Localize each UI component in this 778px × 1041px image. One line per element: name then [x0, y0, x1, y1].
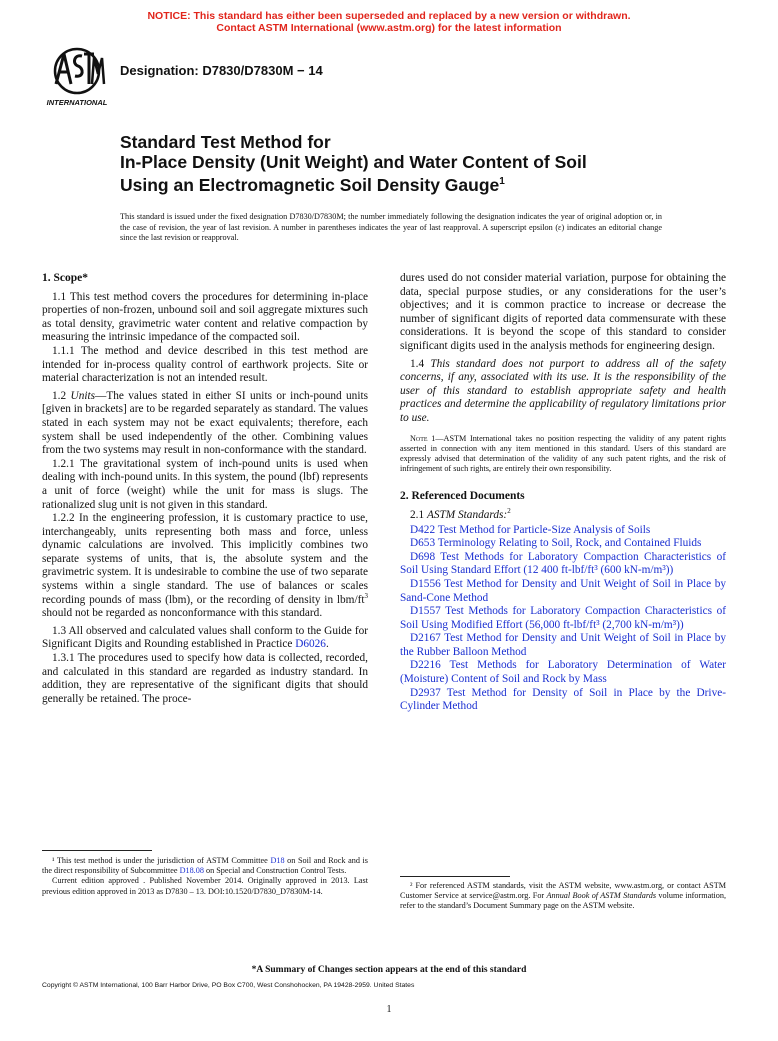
notice-line-2: Contact ASTM International (www.astm.org) for the latest information: [216, 22, 562, 34]
para-1-2-num: 1.2: [52, 389, 71, 402]
reference-title[interactable]: Test Method for Density and Unit Weight of Soil in Place by Sand-Cone Method: [400, 577, 726, 604]
reference-code-link[interactable]: D2167: [410, 632, 441, 645]
footnote-1-edition: Current edition approved . Published November 2014. Originally approved in 2013. Last previous edition approved in 2013 as D7830 – 13. DOI:10.1520/D7830_D7830M-14.: [42, 876, 368, 896]
footnote-2-text: [400, 881, 726, 912]
link-d18-08[interactable]: D18.08: [179, 866, 204, 876]
para-2-1-text: ASTM Standards:: [426, 508, 508, 521]
para-1-2-2-tail: should not be regarded as nonconformance with this standard.: [42, 607, 323, 620]
para-1-2-1: 1.2.1 The gravitational system of inch-pound units is used when dealing with inch-pound units. In this system, the pound (lbf) represents a unit of force (weight) while the unit for mass is slugs. The rationalized slug unit is not given in this standard.: [42, 457, 368, 511]
link-d6026[interactable]: D6026: [295, 638, 326, 651]
title-line-2: In-Place Density (Unit Weight) and Water Content of Soil: [120, 152, 587, 172]
para-1-4: [400, 358, 726, 426]
referenced-standards-list: [400, 524, 726, 714]
note-1: [400, 434, 726, 475]
title-footnote-mark: 1: [499, 176, 505, 187]
para-1-4-num: 1.4: [410, 357, 431, 370]
reference-item: [400, 605, 726, 632]
para-1-1: 1.1 This test method covers the procedures for determining in-place properties of non-frozen, unbound soil and soil aggregate mixtures such as total density, gravimetric water content and relative compaction by measuring the intrinsic impedance of the compacted soil.: [42, 290, 368, 344]
reference-code-link[interactable]: D698: [410, 550, 436, 563]
left-column: [42, 272, 368, 706]
footnote-1-part-a: ¹ This test method is under the jurisdiction of ASTM Committee: [52, 856, 271, 865]
logo-wordmark: INTERNATIONAL: [46, 98, 108, 107]
reference-item: [400, 687, 726, 714]
note-1-label: Note 1: [410, 433, 436, 443]
withdrawal-notice: [0, 10, 778, 34]
note-1-text: —ASTM International takes no position respecting the validity of any patent rights asserted in connection with any item mentioned in this standard. Users of this standard are expressly advised that determination of the validity of any such patent rights, and the risk of infringement of such rights, are entirely their own responsibility.: [400, 433, 726, 474]
para-1-2-2-text: 1.2.2 In the engineering profession, it is customary practice to use, interchangeably, units representing both mass and force, unless dynamic calculations are involved. This implicitly combines two separate systems of units, that is, the absolute system and the gravimetric system. It is undesirable to combine the use of two separate systems within a single standard. The use of balances or scales recording pounds of mass (lbm), or the recording of density in lbm/ft: [42, 512, 368, 606]
copyright: Copyright © ASTM International, 100 Barr Harbor Drive, PO Box C700, West Conshohocken, PA 19428-2959. United States: [42, 982, 415, 989]
link-d18[interactable]: D18: [270, 856, 285, 865]
reference-item: [400, 524, 726, 538]
para-1-1-1: 1.1.1 The method and device described in this test method are intended for in-process quality control of earthwork projects. Site or material characterization is not an intended result.: [42, 344, 368, 385]
para-1-2-units: Units: [70, 389, 96, 402]
reference-item: [400, 537, 726, 551]
reference-code-link[interactable]: D2937: [410, 686, 441, 699]
reference-title[interactable]: Terminology Relating to Soil, Rock, and Contained Fluids: [435, 537, 702, 550]
para-1-3-1-continued: dures used do not consider material variation, purpose for obtaining the data, special purpose studies, or any considerations for the user’s objectives; and it is common practice to increase or decrease the number of significant digits of reported data commensurate with these considerations. It is beyond the scope of this standard to consider significant digits used in the analysis methods for engineering design.: [400, 272, 726, 352]
reference-item: [400, 659, 726, 686]
footnote-2-part-b: volume information, refer to the standard’s Document Summary page on the ASTM website.: [400, 891, 727, 911]
reference-item: [400, 551, 726, 578]
scope-heading: 1. Scope*: [42, 272, 88, 284]
designation: Designation: D7830/D7830M − 14: [120, 63, 323, 78]
footnote-2-part-a: ² For referenced ASTM standards, visit the ASTM website, www.astm.org, or contact ASTM Customer Service at service@astm.org. For: [400, 881, 726, 901]
reference-item: [400, 632, 726, 659]
title-line-3-text: Using an Electromagnetic Soil Density Gauge: [120, 174, 500, 195]
footnote-rule-left: [42, 850, 152, 851]
footnote-rule-right: [400, 876, 510, 877]
para-1-3: [42, 625, 368, 652]
reference-title[interactable]: Test Method for Particle-Size Analysis of Soils: [435, 523, 651, 536]
footnote-2: [400, 881, 726, 912]
reference-code-link[interactable]: D1557: [410, 605, 441, 618]
para-1-3-text: 1.3 All observed and calculated values shall conform to the Guide for Significant Digits and Rounding established in Practice: [42, 624, 368, 651]
para-2-1-sup: 2: [507, 507, 511, 516]
right-column: [400, 272, 726, 714]
astm-logo-icon: [44, 46, 110, 108]
summary-of-changes-note: *A Summary of Changes section appears at the end of this standard: [251, 965, 527, 975]
reference-title[interactable]: Test Methods for Laboratory Determination of Water (Moisture) Content of Soil and Rock by Mass: [400, 659, 726, 686]
para-2-1: [400, 509, 726, 523]
footnote-2-book: Annual Book of ASTM Standards: [546, 891, 657, 901]
para-1-3-1: 1.3.1 The procedures used to specify how data is collected, recorded, and calculated in this standard are regarded as industry standard. In addition, they are representative of the significant digits that should generally be retained. The proce-: [42, 652, 368, 705]
reference-code-link[interactable]: D1556: [410, 577, 441, 590]
title-line-1: Standard Test Method for: [120, 132, 331, 152]
para-2-1-num: 2.1: [410, 508, 427, 521]
reference-title[interactable]: Test Method for Density of Soil in Place by the Drive-Cylinder Method: [400, 686, 726, 713]
footnote-1: [42, 856, 368, 897]
footnote-1-part-c: on Special and Construction Control Tests.: [203, 866, 347, 876]
reference-code-link[interactable]: D653: [410, 537, 436, 550]
title-line-3: [120, 172, 680, 195]
issued-under-note: This standard is issued under the fixed designation D7830/D7830M; the number immediately following the designation indicates the year of original adoption or, in the case of revision, the year of last revision. A number in parentheses indicates the year of last reapproval. A superscript epsilon (ε) indicates an editorial change since the last revision or reapproval.: [120, 212, 662, 243]
para-1-2-2-sup: 3: [364, 591, 368, 600]
para-1-2-2: [42, 512, 368, 621]
reference-code-link[interactable]: D422: [410, 523, 436, 536]
referenced-documents-heading: 2. Referenced Documents: [400, 490, 525, 503]
para-1-3-end: .: [325, 638, 329, 651]
para-1-2-text: —The values stated in either SI units or inch-pound units [given in brackets] are to be regarded separately as standard. The values stated in each system may not be exact equivalents; therefore, each system shall be used independently of the other. Combining values from the two systems may result in non-conformance with the standard.: [42, 389, 369, 457]
document-title: [120, 132, 680, 195]
reference-title[interactable]: Test Methods for Laboratory Compaction Characteristics of Soil Using Modified Effort (56,000 ft-lbf/ft³ (2,700 kN-m/m³)): [400, 605, 726, 631]
reference-item: [400, 578, 726, 605]
para-1-4-text: This standard does not purport to address all of the safety concerns, if any, associated with its use. It is the responsibility of the user of this standard to establish appropriate safety and health practices and determine the applicability of regulatory limitations prior to use.: [400, 357, 726, 424]
footnote-1-part-b: on Soil and Rock and is the direct responsibility of Subcommittee: [42, 856, 368, 876]
astm-logo: [44, 46, 110, 108]
reference-title[interactable]: Test Methods for Laboratory Compaction Characteristics of Soil Using Standard Effort (12 400 ft-lbf/ft³ (600 kN-m/m³)): [400, 550, 726, 577]
page-number: 1: [386, 1004, 392, 1015]
para-1-2: [42, 390, 368, 458]
notice-line-1: NOTICE: This standard has either been superseded and replaced by a new version or withdrawn.: [147, 10, 631, 22]
footnote-1-text: [42, 856, 368, 876]
reference-title[interactable]: Test Method for Density and Unit Weight of Soil in Place by the Rubber Balloon Method: [400, 632, 726, 658]
reference-code-link[interactable]: D2216: [410, 659, 441, 672]
